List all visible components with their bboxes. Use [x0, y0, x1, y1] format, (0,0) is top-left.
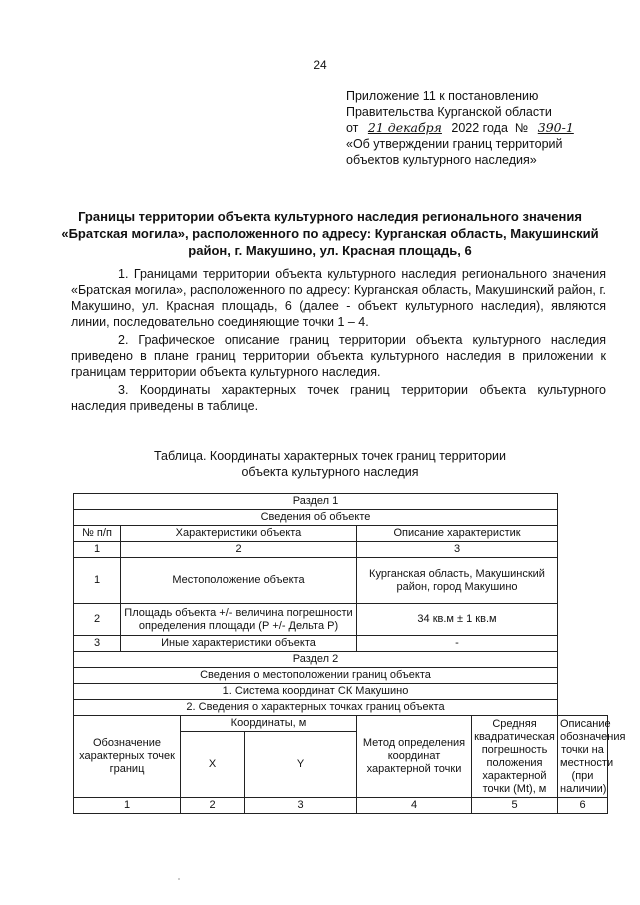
col-num-4: 4	[357, 798, 472, 814]
appendix-line-1: Приложение 11 к постановлению	[346, 89, 539, 103]
col-num-5: 5	[472, 798, 558, 814]
col-header-coordinates: Координаты, м	[181, 716, 357, 732]
col-header-description: Описание характеристик	[357, 526, 558, 542]
col-index-1: 1	[74, 542, 121, 558]
col-num-6: 6	[558, 798, 608, 814]
location-info-header: Сведения о местоположении границ объекта	[74, 668, 558, 684]
handwritten-date: 21 декабря	[367, 120, 442, 135]
paragraph-3: 3. Координаты характерных точек границ территории объекта культурного наследия приведены в таблице.	[71, 383, 606, 413]
appendix-block	[346, 88, 580, 168]
col-num-2: 2	[181, 798, 245, 814]
document-title: Границы территории объекта культурного наследия регионального значения «Братская могила», расположенного по адресу: Курганская область, Макушинский район, г. Макушино, ул. Красная площадь, 6	[61, 209, 599, 258]
number-prefix: №	[514, 121, 529, 135]
date-prefix: от	[346, 121, 359, 135]
date-year: 2022 года	[451, 121, 508, 135]
row-3-description: -	[357, 636, 558, 652]
col-header-error: Средняя квадратическая погрешность положения характерной точки (Mt), м	[472, 716, 558, 798]
row-2-description: 34 кв.м ± 1 кв.м	[357, 604, 558, 636]
col-num-3: 3	[245, 798, 357, 814]
table-caption	[60, 448, 600, 480]
paragraph-2: 2. Графическое описание границ территории объекта культурного наследия приведено в плане границ территории объекта культурного наследия в приложении к границам территории объекта культурного наследия.	[71, 333, 606, 379]
appendix-line-5: объектов культурного наследия»	[346, 153, 537, 167]
col-header-x: X	[181, 732, 245, 798]
paragraph-1: 1. Границами территории объекта культурного наследия регионального значения «Братская могила», расположенного по адресу: Курганская область, Макушинский район, г. Макушино, ул. Красная площадь, 6 (далее - объект культурного наследия), являются линии, последовательно соединяющие точки 1 – 4.	[71, 267, 606, 329]
page-number: 24	[313, 58, 327, 72]
row-2-characteristic: Площадь объекта +/- величина погрешности определения площади (Р +/- Дельта Р)	[121, 604, 357, 636]
row-3-characteristic: Иные характеристики объекта	[121, 636, 357, 652]
appendix-line-2: Правительства Курганской области	[346, 105, 552, 119]
coordinate-system: 1. Система координат СК Макушино	[74, 684, 558, 700]
scan-speck	[178, 878, 180, 880]
table-caption-line-1: Таблица. Координаты характерных точек границ территории	[153, 449, 507, 463]
points-info-header: 2. Сведения о характерных точках границ объекта	[74, 700, 558, 716]
row-3-num: 3	[74, 636, 121, 652]
body-text	[71, 266, 606, 416]
appendix-date-line	[346, 120, 580, 136]
col-index-2: 2	[121, 542, 357, 558]
section-2-header: Раздел 2	[74, 652, 558, 668]
row-2-num: 2	[74, 604, 121, 636]
handwritten-number: 390-1	[537, 120, 574, 135]
table-caption-line-2: объекта культурного наследия	[241, 465, 419, 479]
col-header-method: Метод определения координат характерной точки	[357, 716, 472, 798]
coordinates-table	[73, 493, 626, 814]
col-index-3: 3	[357, 542, 558, 558]
section-1-header: Раздел 1	[74, 494, 558, 510]
object-info-header: Сведения об объекте	[74, 510, 558, 526]
row-1-description: Курганская область, Макушинский район, город Макушино	[357, 558, 558, 604]
col-num-1: 1	[74, 798, 181, 814]
col-header-y: Y	[245, 732, 357, 798]
col-header-marking: Описание обозначения точки на местности (при наличии)	[558, 716, 608, 798]
col-header-point: Обозначение характерных точек границ	[74, 716, 181, 798]
col-header-characteristic: Характеристики объекта	[121, 526, 357, 542]
col-header-num: № п/п	[74, 526, 121, 542]
appendix-line-4: «Об утверждении границ территорий	[346, 137, 563, 151]
row-1-characteristic: Местоположение объекта	[121, 558, 357, 604]
row-1-num: 1	[74, 558, 121, 604]
